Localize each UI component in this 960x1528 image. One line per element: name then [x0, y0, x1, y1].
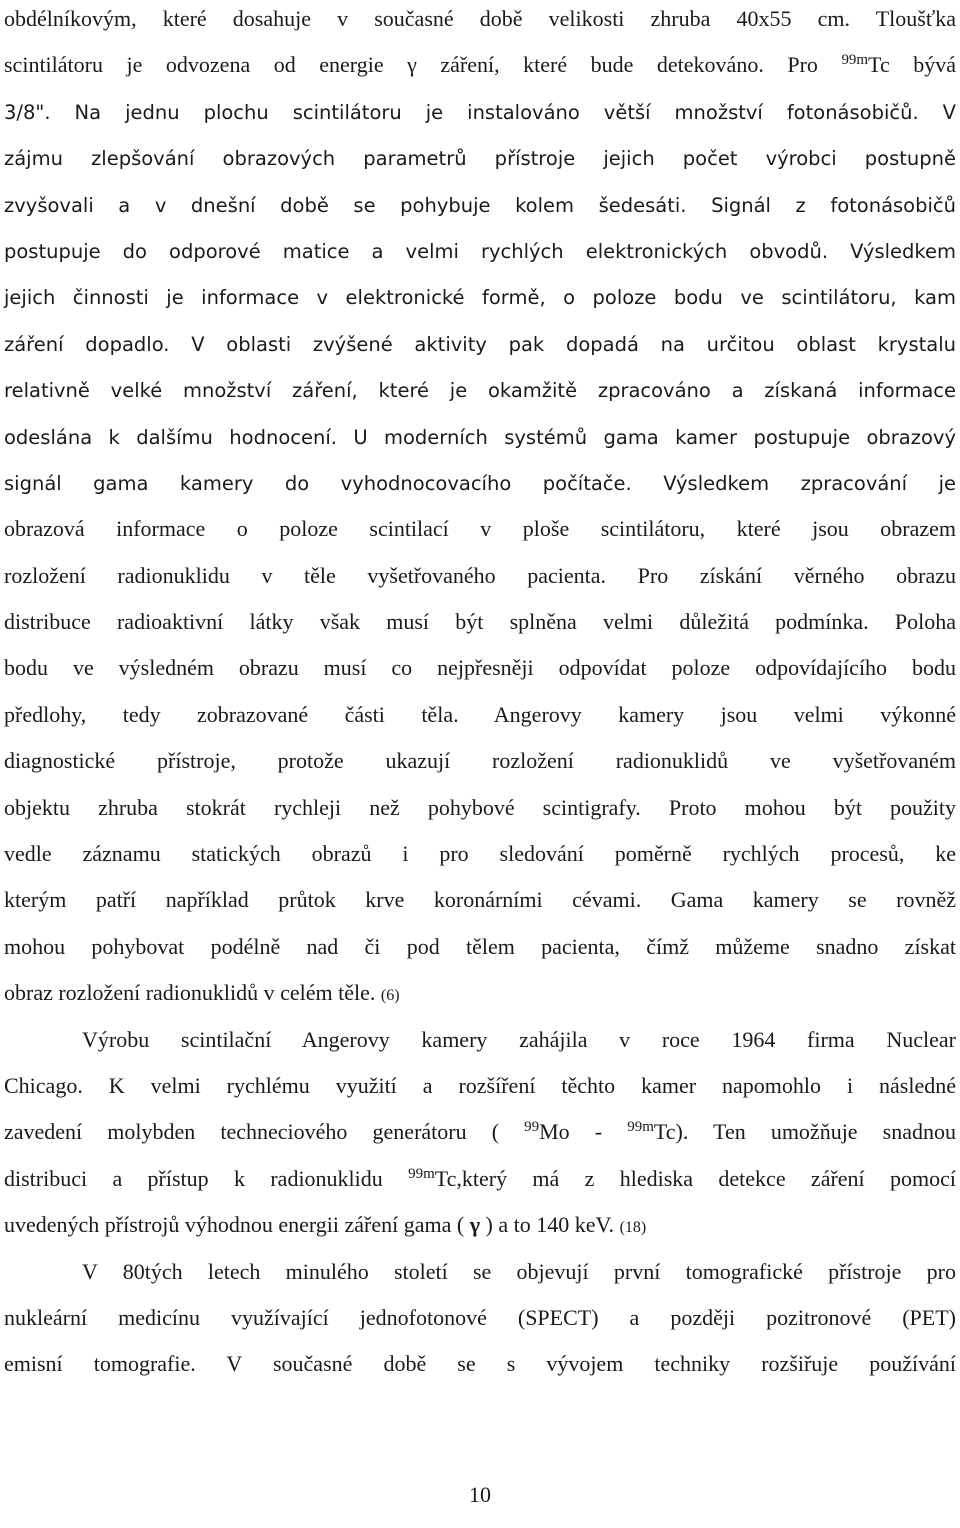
text-line [4, 877, 956, 923]
superscript: 99 [524, 1119, 540, 1136]
citation-reference: (6) [380, 987, 400, 1005]
text-run: předlohy, tedy zobrazované části těla. Angerovy kamery jsou velmi výkonné [4, 701, 956, 727]
text-line [4, 553, 956, 599]
text-run: distribuce radioaktivní látky však musí být splněna velmi důležitá podmínka. Poloha [4, 609, 956, 635]
text-line [4, 1156, 956, 1202]
text-line [4, 924, 956, 970]
text-run: záření dopadlo. V oblasti zvýšené aktivity pak dopadá na určitou oblast krystalu [4, 332, 956, 356]
page-number: 10 [469, 1482, 491, 1507]
text-line [4, 506, 956, 552]
superscript: 99m [841, 52, 869, 69]
text-run: relativně velké množství záření, které je okamžitě zpracováno a získaná informace [4, 379, 956, 403]
text-run: kterým patří například průtok krve koronárními cévami. Gama kamery se rovněž [4, 887, 956, 913]
superscript: 99m [627, 1119, 654, 1136]
text-run: ) a to 140 keV. [480, 1212, 620, 1238]
text-line [4, 1202, 956, 1248]
text-line [4, 645, 956, 691]
text-run: jejich činnosti je informace v elektronické formě, o poloze bodu ve scintilátoru, kam [4, 286, 956, 310]
gamma-symbol: γ [469, 1212, 481, 1238]
text-run: vedle záznamu statických obrazů i pro sledování poměrně rychlých procesů, ke [4, 841, 956, 867]
text-line [4, 228, 956, 274]
text-run: obdélníkovým, které dosahuje v současné době velikosti zhruba 40x55 cm. Tloušťka [4, 6, 956, 31]
text-run: objektu zhruba stokrát rychleji než pohybové scintigrafy. Proto mohou být použity [4, 794, 956, 820]
text-line [4, 1109, 956, 1155]
text-run: diagnostické přístroje, protože ukazují rozložení radionuklidů ve vyšetřovaném [4, 748, 956, 774]
text-line [4, 135, 956, 181]
text-line [4, 367, 956, 413]
text-run: Tc bývá [868, 52, 957, 78]
text-line [4, 89, 956, 135]
text-run: mohou pohybovat podélně nad či pod tělem pacienta, čímž můžeme snadno získat [4, 933, 956, 959]
text-run: obraz rozložení radionuklidů v celém těle. [4, 980, 381, 1006]
body-text [4, 0, 956, 1388]
text-line [4, 599, 956, 645]
text-line [4, 274, 956, 320]
text-run: uvedených přístrojů výhodnou energii záření gama ( [4, 1212, 470, 1238]
text-line [4, 692, 956, 738]
text-run: nukleární medicínu využívající jednofotonové (SPECT) a později pozitronové (PET) [4, 1304, 956, 1330]
text-line [4, 831, 956, 877]
text-line [4, 460, 956, 506]
text-run: odeslána k dalšímu hodnocení. U moderních systémů gama kamer postupuje obrazový [4, 425, 956, 449]
text-run: Výrobu scintilační Angerovy kamery zahájila v roce 1964 firma Nuclear [82, 1026, 956, 1052]
citation-reference: (18) [619, 1219, 647, 1237]
text-run: Mo - [539, 1119, 628, 1145]
text-run: scintilátoru je odvozena od energie γ záření, které bude detekováno. Pro [4, 52, 842, 78]
text-run: Tc,který má z hlediska detekce záření pomocí [434, 1165, 956, 1191]
text-line [4, 785, 956, 831]
text-run: zavedení molybden techneciového generátoru ( [4, 1119, 525, 1145]
text-line [4, 321, 956, 367]
text-run: distribuci a přístup k radionuklidu [4, 1165, 409, 1191]
text-line [4, 1249, 956, 1295]
text-line [4, 1017, 956, 1063]
text-line [4, 970, 956, 1016]
text-run: 3/8". Na jednu plochu scintilátoru je instalováno větší množství fotonásobičů. V [4, 100, 956, 124]
text-line [4, 1341, 956, 1387]
text-run: rozložení radionuklidu v těle vyšetřovaného pacienta. Pro získání věrného obrazu [4, 562, 956, 588]
text-run: zájmu zlepšování obrazových parametrů přístroje jejich počet výrobci postupně [4, 147, 956, 171]
text-run: postupuje do odporové matice a velmi rychlých elektronických obvodů. Výsledkem [4, 239, 956, 263]
text-run: V 80tých letech minulého století se objevují první tomografické přístroje pro [82, 1258, 956, 1284]
text-run: Tc). Ten umožňuje snadnou [653, 1119, 957, 1145]
text-line [4, 738, 956, 784]
text-line [4, 182, 956, 228]
text-line [4, 42, 956, 88]
text-run: Chicago. K velmi rychlému využití a rozšíření těchto kamer napomohlo i následné [4, 1072, 956, 1098]
text-run: zvyšovali a v dnešní době se pohybuje kolem šedesáti. Signál z fotonásobičů [4, 193, 956, 217]
text-run: signál gama kamery do vyhodnocovacího počítače. Výsledkem zpracování je [4, 471, 956, 495]
superscript: 99m [408, 1165, 435, 1182]
text-line [4, 1063, 956, 1109]
text-line [4, 1295, 956, 1341]
text-line [4, 0, 956, 42]
text-run: bodu ve výsledném obrazu musí co nejpřesněji odpovídat poloze odpovídajícího bodu [4, 655, 956, 681]
text-run: obrazová informace o poloze scintilací v ploše scintilátoru, které jsou obrazem [4, 516, 956, 542]
text-line [4, 414, 956, 460]
text-run: emisní tomografie. V současné době se s vývojem techniky rozšiřuje používání [4, 1351, 956, 1377]
